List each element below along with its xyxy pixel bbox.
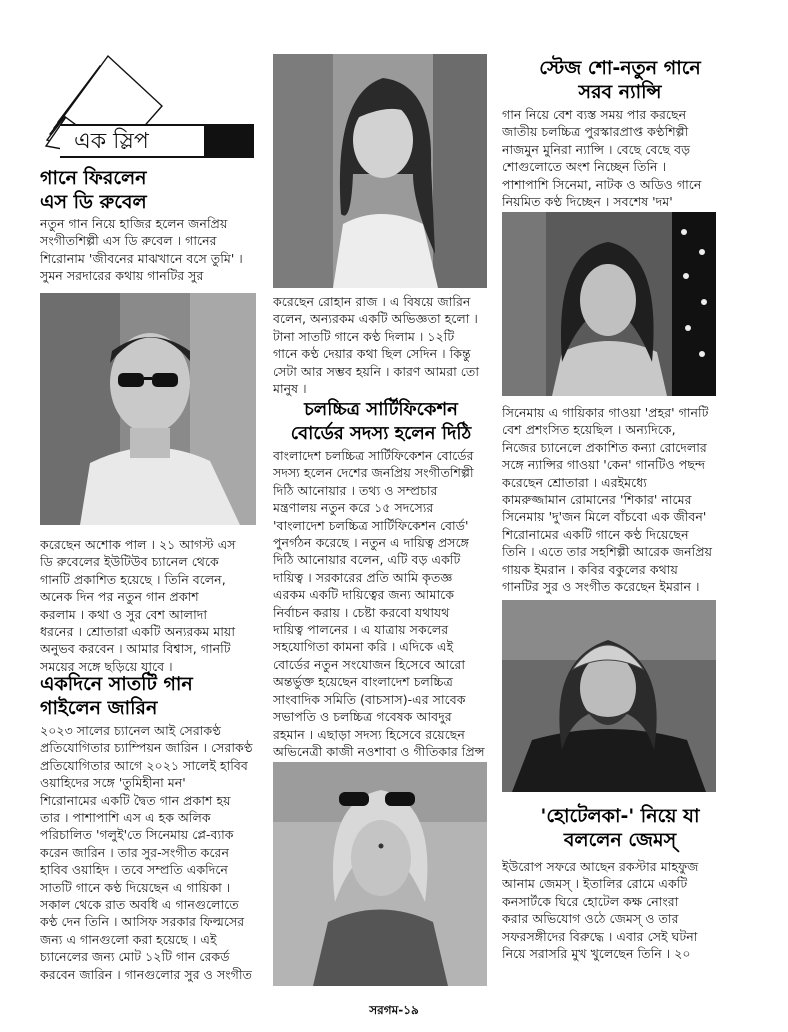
text-line: অনেক দিন পর নতুন গান প্রকাশ: [40, 589, 199, 605]
text-line: করেছেন অশোক পাল । ২১ আগস্ট এস: [40, 537, 236, 552]
text-line: গানে কণ্ঠ দেয়ার কথা ছিল সেদিন । কিন্তু: [273, 346, 471, 362]
portrait-man-sunglasses: [40, 293, 256, 525]
portrait-man-bandana: [502, 600, 716, 792]
text-line: রহমান । এছাড়া সদস্য হিসেবে রয়েছেন: [273, 726, 465, 742]
text-line: করলাম । কথা ও সুর বেশ আলাদা: [40, 606, 207, 622]
text-line: মানুষ ।: [273, 381, 307, 397]
text-line: দায়িত্ব । সরকারের প্রতি আমি কৃতজ্ঞ: [273, 569, 453, 585]
text-line: প্রতিযোগিতার আগে ২০২১ সালেই হাবিব: [40, 757, 248, 773]
photo-james: [502, 600, 716, 792]
text-line: কণ্ঠ দেন তিনি । আসিফ সরকার ফিল্মসের: [40, 914, 245, 930]
text-line: নিয়ে সরাসরি মুখ খুলেছেন তিনি । ২০: [502, 946, 691, 962]
text-line: শিরোনামের একটি গানে কণ্ঠ দিয়েছেন: [502, 526, 689, 542]
text-line: কামরুজ্জামান রোমানের 'শিকার' নামের: [502, 492, 692, 508]
text-line: বাংলাদেশ চলচ্চিত্র সার্টিফিকেশন বোর্ডের: [273, 448, 474, 463]
text-line: সেটা আর সম্ভব হয়নি । কারণ আমরা তো: [273, 363, 480, 379]
text-line: ২০২৩ সালের চ্যানেল আই সেরাকণ্ঠ: [40, 723, 221, 738]
text-line: হাবিব ওয়াহিদ । তবে সম্প্রতি একদিনে: [40, 862, 228, 878]
text-line: কনসার্টকে ঘিরে হোটেল কক্ষ নোংরা: [502, 893, 679, 909]
text-line: সকাল থেকে রাত অবধি এ গানগুলোতে: [40, 897, 239, 913]
text-line: ডি রুবেলের ইউটিউব চ্যানেল থেকে: [40, 554, 219, 570]
text-line: করেছেন রোহান রাজ । এ বিষয়ে জারিন: [273, 294, 471, 309]
text-line: সাংবাদিক সমিতি (বাচসাস)-এর সাবেক: [273, 691, 466, 707]
headline-line: সরব ন্যান্সি: [578, 81, 662, 103]
text-line: ওয়াহিদের সঙ্গে 'তুমিহীনা মন': [40, 775, 186, 791]
text-line: সভাপতি ও চলচ্চিত্র গবেষক আবদুর: [273, 709, 452, 725]
text-line: বলেন, অন্যরকম একটি অভিজ্ঞতা হলো ।: [273, 311, 478, 327]
text-line: শিরোনামের একটি দ্বৈত গান প্রকাশ হয়: [40, 792, 231, 808]
text-line: জন্য এ গানগুলো করা হয়েছে । এই: [40, 931, 217, 947]
text-line: করবেন জারিন । গানগুলোর সুর ও সংগীত: [40, 966, 252, 982]
text-line: তার । পাশাপাশি এস এ হক অলিক: [40, 810, 211, 826]
section-logo-bar: [204, 124, 254, 158]
photo-sd-rubel: [40, 293, 256, 525]
text-line: করেছেন শ্রোতারা । এরইমধ্যে: [502, 474, 647, 490]
text-line: পরিচালিত 'গলুই'তে সিনেমায় প্লে-ব্যাক: [40, 827, 234, 843]
text-line: প্রতিযোগিতার চ্যাম্পিয়ন জারিন । সেরাকণ্ঠ: [40, 740, 253, 756]
text-line: চ্যানেলের জন্য মোট ১২টি গান রেকর্ড: [40, 949, 230, 965]
text-line: মন্ত্রণালয় নতুন করে ১৫ সদস্যের: [273, 500, 434, 516]
text-line: জাতীয় চলচ্চিত্র পুরস্কারপ্রাপ্ত কণ্ঠশিল্পী: [502, 124, 689, 140]
text-line: সহযোগিতা কামনা করি । এদিকে এই: [273, 639, 454, 655]
portrait-woman-sunglasses-on-head: [273, 762, 487, 986]
headline-line: গাইলেন জারিন: [40, 697, 158, 719]
article-rubel-headline: [40, 166, 270, 214]
text-line: গান নিয়ে বেশ ব্যস্ত সময় পার করছেন: [502, 107, 687, 122]
text-line: সময়ের সঙ্গে ছড়িয়ে যাবে ।: [40, 658, 173, 674]
text-line: অভিনেত্রী কাজী নওশাবা ও গীতিকার প্রিন্স: [273, 743, 485, 759]
text-line: গায়ক ইমরান । কবির বকুলের কথায়: [502, 561, 678, 577]
text-line: ইউরোপ সফরে আছেন রকস্টার মাহফুজ: [502, 859, 699, 874]
article-nancy-intro: [502, 106, 742, 210]
headline-line: বোর্ডের সদস্য হলেন দিঠি: [290, 423, 472, 444]
article-rubel-intro: [40, 215, 276, 285]
headline-line: গানে ফিরলেন: [40, 167, 147, 189]
text-line: দিঠি আনোয়ার বলেন, এটি বড় একটি: [273, 552, 461, 568]
text-line: 'বাংলাদেশ চলচ্চিত্র সার্টিফিকেশন বোর্ড': [273, 517, 469, 533]
text-line: তিনি । এতে তার সহশিল্পী আরেক জনপ্রিয়: [502, 544, 713, 560]
article-dithi-headline: [273, 398, 489, 446]
article-zarin-headline: [40, 672, 270, 720]
text-line: নিজের চ্যানেলে প্রকাশিত কন্যা রোদেলার: [502, 439, 707, 455]
photo-zarin: [273, 54, 487, 288]
text-line: করার অভিযোগ ওঠে জেমস্ ও তার: [502, 911, 679, 927]
article-james-body: [502, 858, 744, 962]
headline-line: স্টেজ শো-নতুন গানে: [539, 57, 701, 79]
article-rubel-body: [40, 536, 276, 675]
text-line: অনুভব করবেন । আমার বিশ্বাস, গানটি: [40, 641, 231, 657]
text-line: সফরসঙ্গীদের বিরুদ্ধে । এবার সেই ঘটনা: [502, 928, 698, 944]
article-zarin-continued: [273, 293, 489, 397]
text-line: নিয়মিত কণ্ঠ দিচ্ছেন । সবশেষ 'দম': [502, 194, 673, 210]
text-line: সঙ্গে ন্যান্সির গাওয়া 'কেন' গানটিও পছন্দ: [502, 457, 706, 473]
headline-line: বললেন জেমস্: [563, 829, 677, 851]
text-line: সুমন সরদারের কথায় গানটির সুর: [40, 268, 204, 284]
text-line: দিঠি আনোয়ার । তথ্য ও সম্প্রচার: [273, 482, 438, 498]
article-zarin-body: [40, 722, 278, 983]
text-line: বোর্ডের নতুন সংযোজন হিসেবে আরো: [273, 656, 466, 672]
article-james-headline: [500, 804, 740, 852]
text-line: বেশ প্রশংসিত হয়েছিল । অন্যদিকে,: [502, 422, 676, 438]
text-line: দায়িত্ব পালনের । এ যাত্রায় সকলের: [273, 622, 449, 638]
text-line: অন্তর্ভুক্ত হয়েছেন বাংলাদেশ চলচ্চিত্র: [273, 674, 453, 690]
headline-line: চলচ্চিত্র সার্টিফিকেশন: [304, 399, 458, 420]
headline-line: এস ডি রুবেল: [40, 191, 147, 213]
text-line: পাশাপাশি সিনেমা, নাটক ও অডিও গানে: [502, 176, 702, 192]
text-line: নির্বাচন করায় । চেষ্টা করবো যথাযথ: [273, 604, 450, 620]
text-line: করেন জারিন । তার সুর-সংগীত করেন: [40, 844, 229, 860]
text-line: সংগীতশিল্পী এস ডি রুবেল । গানের: [40, 233, 217, 249]
text-line: সিনেমায় এ গায়িকার গাওয়া 'প্রহর' গানটি: [502, 405, 709, 420]
photo-dithi: [273, 762, 487, 986]
text-line: নাজমুন মুনিরা ন্যান্সি । বেছে বেছে বড়: [502, 141, 691, 157]
text-line: নতুন গান নিয়ে হাজির হলেন জনপ্রিয়: [40, 216, 228, 231]
text-line: ধরনের । শ্রোতারা একটি অন্যরকম মায়া: [40, 624, 235, 640]
page-number: সরগম-১৯: [369, 1003, 419, 1017]
text-line: পুনর্গঠন করেছে । নতুন এ দায়িত্ব প্রসঙ্গে: [273, 535, 470, 551]
portrait-woman-studio: [502, 212, 716, 396]
text-line: গানটির সুর ও সংগীত করেছেন ইমরান ।: [502, 579, 700, 595]
text-line: সিনেমায় 'দু'জন মিলে বাঁচবো এক জীবন': [502, 509, 707, 525]
headline-line: একদিনে সাতটি গান: [40, 673, 193, 695]
text-line: গানটি প্রকাশিত হয়েছে । তিনি বলেন,: [40, 571, 226, 587]
headline-line: 'হোটেলকা-' নিয়ে যা: [540, 805, 700, 827]
text-line: আনাম জেমস্ । ইতালির রোমে একটি: [502, 876, 688, 892]
article-nancy-body: [502, 404, 742, 595]
article-nancy-headline: [500, 56, 740, 104]
text-line: সাতটি গানে কণ্ঠ দিয়েছেন এ গায়িকা ।: [40, 879, 231, 895]
text-line: এরকম একটি দায়িত্বের জন্য আমাকে: [273, 587, 455, 603]
photo-nancy: [502, 212, 716, 396]
text-line: সদস্য হলেন দেশের জনপ্রিয় সংগীতশিল্পী: [273, 465, 474, 481]
text-line: টানা সাতটি গানে কণ্ঠ দিলাম । ১২টি: [273, 328, 455, 344]
article-dithi-body: [273, 447, 491, 778]
section-logo-label: এক স্লিপ: [60, 124, 210, 158]
portrait-woman-long-hair: [273, 54, 487, 288]
text-line: শোগুলোতে অংশ নিচ্ছেন তিনি ।: [502, 159, 667, 175]
text-line: শিরোনাম 'জীবনের মাঝখানে বসে তুমি' ।: [40, 250, 243, 266]
